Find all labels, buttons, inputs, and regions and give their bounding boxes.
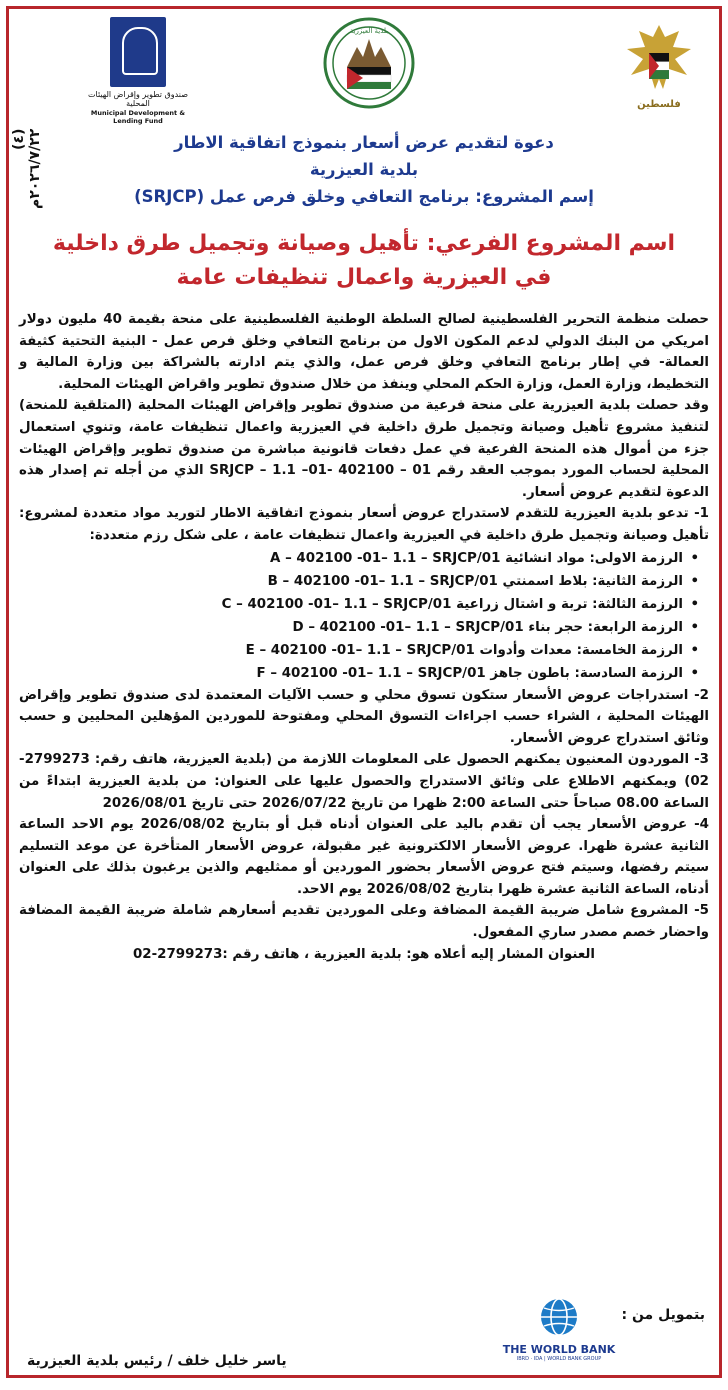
announcement-body	[19, 309, 709, 965]
lots-list	[19, 547, 709, 685]
seal-text: بلدية العيزرية	[349, 27, 389, 35]
mdlf-emblem-icon	[110, 17, 166, 87]
list-item: • الرزمة الخامسة: معدات وأدوات 01/E – 402100 -01– 1.1 – SRJCP	[19, 639, 683, 662]
world-bank-sub: IBRD · IDA | WORLD BANK GROUP	[516, 1356, 602, 1362]
item-5: 5- المشروع شامل ضريبة القيمة المضافة وعلى الموردين تقديم أسعارهم شاملة ضريبة القيمة المضافة واحضار خصم مصدر ساري المفعول.	[19, 903, 709, 941]
subproject-title	[19, 227, 709, 295]
project-name: إسم المشروع: برنامج التعافي وخلق فرص عمل (SRJCP)	[134, 187, 594, 206]
reference-number: (٤) ٢٠٢٦/٧/٢٢م	[11, 129, 43, 210]
coat-of-arms-text: فلسطين	[637, 99, 681, 110]
palestine-coat-of-arms-icon	[617, 19, 701, 115]
item-2: 2- استدراجات عروض الأسعار ستكون تسوق محلي و حسب الآليات المعتمدة لدى صندوق تطوير وإقراض الهيئات المحلية ، الشراء حسب اجراءات التسوق المحلي ومفتوحة للموردين المؤهلين المحليين و حسب وثائق استدراج عروض الأسعار.	[19, 687, 709, 746]
list-item: • الرزمة الثالثة: تربة و اشتال زراعية 01/C – 402100 -01– 1.1 – SRJCP	[19, 593, 683, 616]
signature: ياسر خليل خلف / رئيس بلدية العيزرية	[27, 1353, 287, 1369]
list-item: • الرزمة السادسة: باطون جاهز 01/F – 402100 -01– 1.1 – SRJCP	[19, 662, 683, 685]
subproject-line-2: في العيزرية واعمال تنظيفات عامة	[176, 265, 552, 290]
municipality-seal-icon	[323, 17, 415, 109]
mdlf-logo	[79, 17, 197, 125]
announcement-header	[49, 129, 679, 211]
item-4: 4- عروض الأسعار يجب أن تقدم باليد على العنوان أدناه قبل أو بتاريخ 2026/08/02 يوم الاحد الساعة الثانية عشرة ظهرا. عروض الأسعار الالكترونية غير مقبولة، عروض الأسعار المتأخرة عن موعد التسليم سيتم رفضها، وسيتم فتح عروض الأسعار بحضور الموردين أو ممثليهم والذين يرغبون بذلك على العنوان أدناه، الساعة الثانية عشرة ظهرا بتاريخ 2026/08/02 يوم الاحد.	[19, 817, 709, 897]
financing-label: بتمويل من :	[621, 1307, 705, 1323]
address-line: العنوان المشار إليه أعلاه هو: بلدية العيزرية ، هاتف رقم :2799273-02	[132, 946, 596, 962]
item-3: 3- الموردون المعنيون يمكنهم الحصول على المعلومات اللازمة من (بلدية العيزرية، هاتف رقم: 2799273-02) ويمكنهم الاطلاع على وثائق الاستدراج والحصول عليها على العنوان: من بلدية العيزرية ابتداءً من الساعة 08.00 صباحاً حتى الساعة 2:00 ظهرا من تاريخ 2026/07/22 حتى تاريخ 2026/08/01	[19, 752, 709, 811]
list-item: • الرزمة الاولى: مواد انشائية 01/A – 402100 -01– 1.1 – SRJCP	[19, 547, 683, 570]
logo-bar	[9, 13, 719, 123]
municipality-name: بلدية العيزرية	[309, 160, 419, 179]
mdlf-name-arabic: صندوق تطوير وإقراض الهيئات المحلية	[87, 90, 189, 108]
page-title: دعوة لتقديم عرض أسعار بنموذج اتفاقية الاطار	[174, 133, 554, 152]
item-1: 1- تدعو بلدية العيزرية للتقدم لاستدراج عروض أسعار بنموذج اتفاقية الاطار لتوريد مواد متعددة لمشروع: تأهيل وصيانة وتجميل طرق داخلية في العيزرية واعمال تنظيفات عامة ، على شكل رزم متعددة:	[19, 506, 709, 543]
list-item: • الرزمة الرابعة: حجر بناء 01/D – 402100 -01– 1.1 – SRJCP	[19, 616, 683, 639]
world-bank-name: THE WORLD BANK	[502, 1343, 616, 1356]
globe-icon	[539, 1297, 579, 1337]
announcement-page	[6, 6, 722, 1378]
world-bank-logo	[497, 1297, 621, 1362]
grant-paragraph: وقد حصلت بلدية العيزرية على منحة فرعية من صندوق تطوير وإقراض الهيئات المحلية (المتلقية للمنحة) لتنفيذ مشروع تأهيل وصيانة وتجميل طرق داخلية في العيزرية واعمال تنظيفات عامة، وتنوي استعمال جزء من أموال هذه المنحة الفرعية في عمل دفعات قانونية مباشرة من صندوق تطوير وإقراض الهيئات المحلية لحساب المورد بموجب العقد رقم 01 – 402100 -01– 1.1 – SRJCP الذي من أجله تم إصدار هذه الدعوة لتقديم عروض أسعار.	[19, 398, 709, 500]
mdlf-name-english: Municipal Development & Lending Fund	[90, 109, 186, 125]
list-item: • الرزمة الثانية: بلاط اسمنتي 01/B – 402100 -01– 1.1 – SRJCP	[19, 570, 683, 593]
intro-paragraph: حصلت منظمة التحرير الفلسطينية لصالح السلطة الوطنية الفلسطينية على منحة بقيمة 40 مليون دولار امريكي من البنك الدولي لدعم المكون الاول من برنامج التعافي وخلق فرص عمل - البنية التحتية كثيفة العمالة- في إطار برنامج التعافي وخلق فرص عمل، والذي يتم ادارته بالشراكة بين وزارة المالية و التخطيط، وزارة العمل، وزارة الحكم المحلي وينفذ من خلال صندوق تطوير واقراض الهيئات المحلية.	[19, 312, 709, 392]
subproject-line-1: اسم المشروع الفرعي: تأهيل وصيانة وتجميل طرق داخلية	[52, 231, 676, 256]
